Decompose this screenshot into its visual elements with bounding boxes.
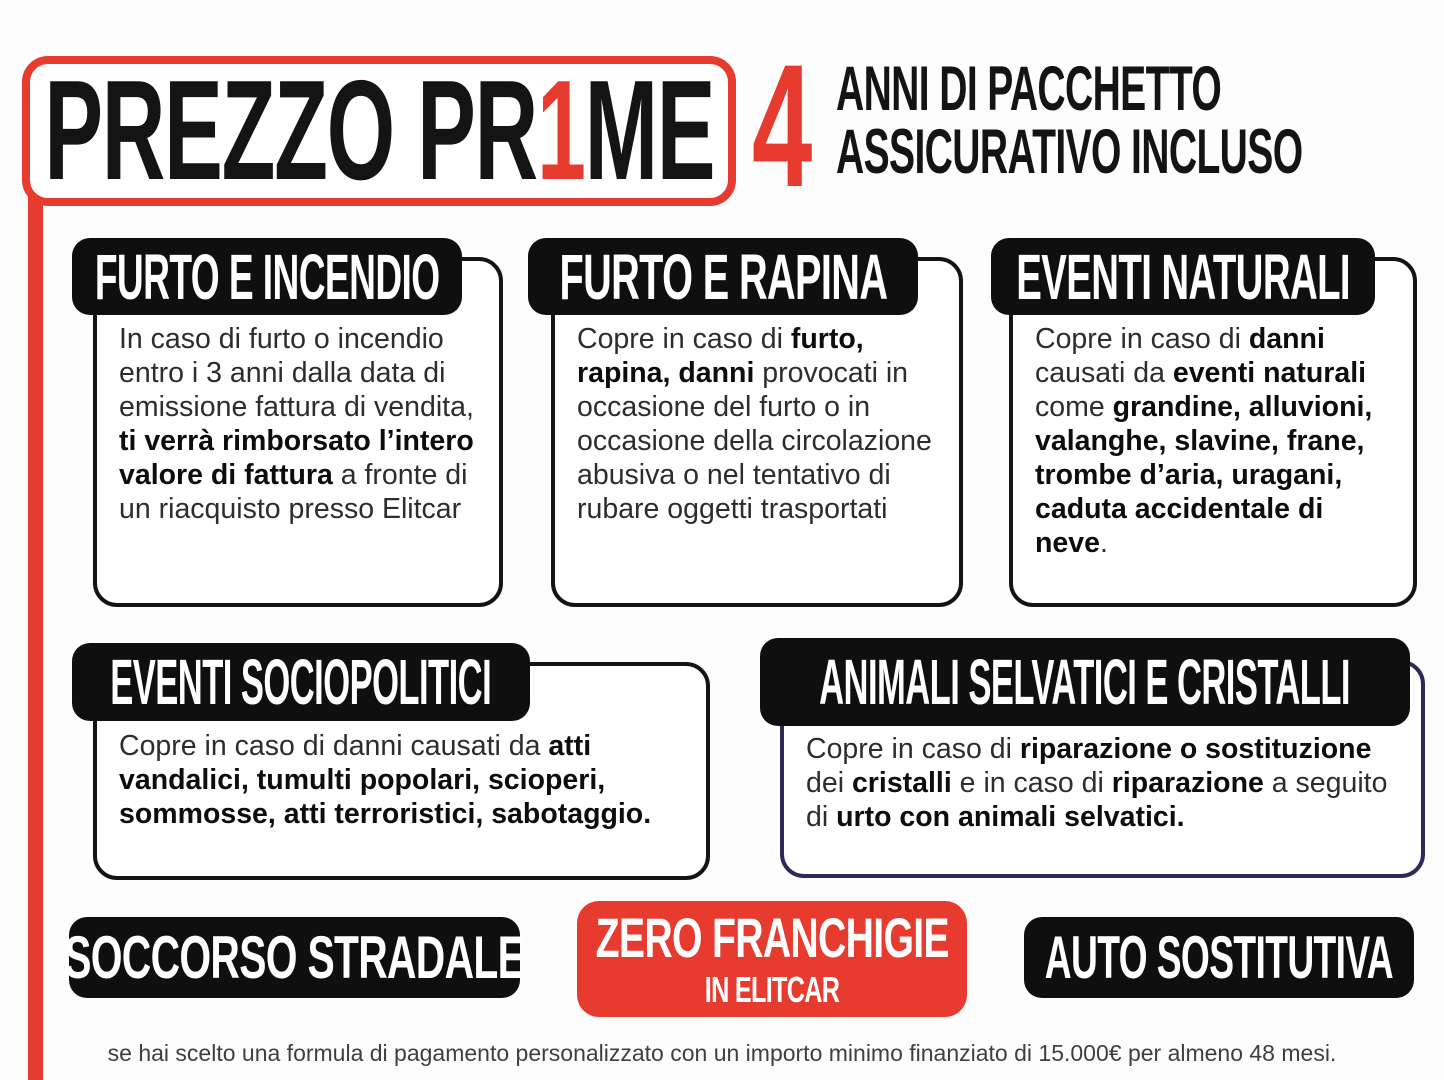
- page-title: PREZZO PR1ME: [44, 51, 714, 210]
- footer-disclaimer: se hai scelto una formula di pagamento personalizzato con un importo minimo finanziato di 15.000€ per almeno 48 mesi.: [107, 1040, 1337, 1066]
- card-title-eventi-sociopolitici: EVENTI SOCIOPOLITICI: [72, 643, 530, 721]
- title-red-digit: 1: [536, 51, 585, 210]
- badge-zero-franchigie: ZERO FRANCHIGIE IN ELITCAR: [577, 901, 967, 1017]
- header-subtitle: [836, 54, 1444, 187]
- card-text: Copre in caso di riparazione o sostituzione dei cristalli e in caso di riparazione a seguito di urto con animali selvatici.: [806, 733, 1388, 833]
- card-text: Copre in caso di furto, rapina, danni provocati in occasione del furto o in occasione della circolazione abusiva o nel tentativo di rubare oggetti trasportati: [577, 323, 932, 525]
- badge-soccorso-stradale: SOCCORSO STRADALE: [69, 917, 520, 998]
- title-box: [22, 51, 736, 210]
- red-connector-line: [28, 190, 43, 1080]
- card-title-animali-selvatici-e-cristalli: ANIMALI SELVATICI E CRISTALLI: [760, 638, 1410, 726]
- badge-auto-sostitutiva: AUTO SOSTITUTIVA: [1024, 917, 1414, 998]
- card-title-eventi-naturali: EVENTI NATURALI: [991, 238, 1375, 315]
- card-text: In caso di furto o incendio entro i 3 anni dalla data di emissione fattura di vendita, ti verrà rimborsato l’intero valore di fattura a fronte di un riacquisto presso Elitcar: [119, 323, 474, 525]
- subtitle-line-1: ANNI DI PACCHETTO: [836, 54, 1222, 124]
- card-title-furto-e-rapina: FURTO E RAPINA: [528, 238, 918, 315]
- card-text: Copre in caso di danni causati da atti vandalici, tumulti popolari, scioperi, sommosse, atti terroristici, sabotaggio.: [119, 730, 652, 830]
- card-title-furto-e-incendio: FURTO E INCENDIO: [72, 238, 462, 315]
- card-text: Copre in caso di danni causati da eventi naturali come grandine, alluvioni, valanghe, slavine, frane, trombe d’aria, uragani, caduta accidentale di neve.: [1035, 323, 1373, 559]
- subtitle-line-2: ASSICURATIVO INCLUSO: [836, 117, 1303, 187]
- years-number: 4: [752, 28, 813, 224]
